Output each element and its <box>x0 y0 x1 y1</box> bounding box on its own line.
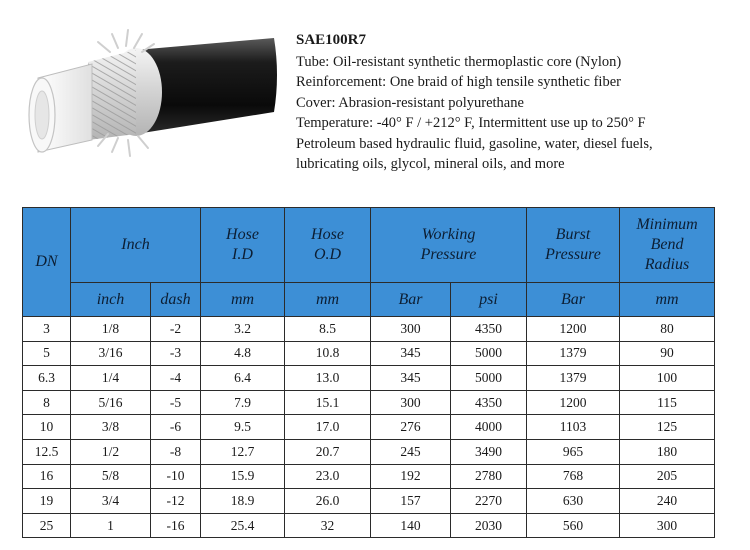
cell-inch: 1/2 <box>71 439 151 464</box>
cell-mbr: 90 <box>620 341 715 366</box>
cell-hose-id: 25.4 <box>201 513 285 538</box>
header-line: Minimum <box>636 216 698 233</box>
cell-bp-bar: 768 <box>527 464 620 489</box>
cell-hose-id: 3.2 <box>201 317 285 342</box>
header-line: Working <box>421 226 476 243</box>
table-row <box>23 390 715 415</box>
spec-text: lubricating oils, glycol, mineral oils, and more <box>296 156 565 172</box>
table-row <box>23 513 715 538</box>
cell-wp-psi: 2030 <box>451 513 527 538</box>
cell-mbr: 300 <box>620 513 715 538</box>
hose-cutaway-image <box>18 20 280 180</box>
cell-bp-bar: 1200 <box>527 317 620 342</box>
cell-dn: 3 <box>23 317 71 342</box>
spec-line-tube <box>296 52 736 73</box>
cell-hose-od: 17.0 <box>285 415 371 440</box>
cell-dash: -16 <box>151 513 201 538</box>
cell-inch: 3/4 <box>71 489 151 514</box>
cell-hose-od: 32 <box>285 513 371 538</box>
cell-bp-bar: 1379 <box>527 366 620 391</box>
cell-inch: 1 <box>71 513 151 538</box>
cell-bp-bar: 1200 <box>527 390 620 415</box>
header-line: Bend <box>650 236 684 253</box>
header-hose-id <box>201 208 285 283</box>
cell-dn: 6.3 <box>23 366 71 391</box>
cell-wp-bar: 300 <box>371 317 451 342</box>
spec-table <box>22 207 715 538</box>
cell-dn: 25 <box>23 513 71 538</box>
cell-dash: -12 <box>151 489 201 514</box>
spec-text: : Abrasion-resistant polyurethane <box>331 94 524 111</box>
subheader-id-unit: mm <box>201 283 285 317</box>
header-dn: DN <box>23 208 71 317</box>
table-row <box>23 439 715 464</box>
cell-bp-bar: 965 <box>527 439 620 464</box>
header-working-pressure <box>371 208 527 283</box>
cell-mbr: 180 <box>620 439 715 464</box>
spec-line-temperature <box>296 113 736 134</box>
cell-bp-bar: 630 <box>527 489 620 514</box>
subheader-dash: dash <box>151 283 201 317</box>
subheader-wp-bar: Bar <box>371 283 451 317</box>
header-line: I.D <box>232 246 253 263</box>
cell-dash: -6 <box>151 415 201 440</box>
cell-hose-id: 7.9 <box>201 390 285 415</box>
cell-wp-psi: 5000 <box>451 341 527 366</box>
header-inch: Inch <box>71 208 201 283</box>
cell-hose-id: 6.4 <box>201 366 285 391</box>
cell-inch: 1/4 <box>71 366 151 391</box>
table-row <box>23 415 715 440</box>
cell-wp-psi: 5000 <box>451 366 527 391</box>
cell-inch: 5/8 <box>71 464 151 489</box>
cell-inch: 1/8 <box>71 317 151 342</box>
table-row <box>23 366 715 391</box>
cell-mbr: 205 <box>620 464 715 489</box>
cell-hose-od: 23.0 <box>285 464 371 489</box>
spec-text: : One braid of high tensile synthetic fiber <box>382 74 621 90</box>
spec-text: : Oil-resistant synthetic thermoplastic core (Nylon) <box>325 53 622 70</box>
subheader-wp-psi: psi <box>451 283 527 317</box>
product-title: SAE100R7 <box>296 32 367 48</box>
header-line: O.D <box>313 246 342 263</box>
cell-mbr: 100 <box>620 366 715 391</box>
spec-line-cover <box>296 93 736 114</box>
cell-wp-psi: 2780 <box>451 464 527 489</box>
cell-wp-bar: 300 <box>371 390 451 415</box>
cell-mbr: 125 <box>620 415 715 440</box>
header-burst-pressure <box>527 208 620 283</box>
cell-dash: -8 <box>151 439 201 464</box>
cell-wp-bar: 245 <box>371 439 451 464</box>
header-min-bend-radius <box>620 208 715 283</box>
cell-wp-psi: 4350 <box>451 317 527 342</box>
cell-wp-psi: 4000 <box>451 415 527 440</box>
cell-dash: -2 <box>151 317 201 342</box>
cell-dash: -3 <box>151 341 201 366</box>
cell-wp-bar: 276 <box>371 415 451 440</box>
header-line: Hose <box>311 226 344 243</box>
subheader-mbr-unit: mm <box>620 283 715 317</box>
cell-dash: -4 <box>151 366 201 391</box>
cell-wp-psi: 2270 <box>451 489 527 514</box>
cell-bp-bar: 560 <box>527 513 620 538</box>
cell-dn: 19 <box>23 489 71 514</box>
product-description <box>296 30 736 175</box>
subheader-bp-bar: Bar <box>527 283 620 317</box>
spec-label: Cover <box>296 94 332 111</box>
table-row <box>23 341 715 366</box>
cell-bp-bar: 1103 <box>527 415 620 440</box>
header-line: Pressure <box>545 246 601 263</box>
cell-hose-od: 20.7 <box>285 439 371 464</box>
cell-hose-od: 8.5 <box>285 317 371 342</box>
cell-dn: 12.5 <box>23 439 71 464</box>
cell-inch: 3/8 <box>71 415 151 440</box>
cell-wp-bar: 192 <box>371 464 451 489</box>
cell-hose-id: 12.7 <box>201 439 285 464</box>
cell-wp-psi: 3490 <box>451 439 527 464</box>
spec-label: Temperature <box>296 115 370 131</box>
cell-inch: 3/16 <box>71 341 151 366</box>
header-hose-od <box>285 208 371 283</box>
cell-inch: 5/16 <box>71 390 151 415</box>
cell-hose-od: 13.0 <box>285 366 371 391</box>
cell-dn: 5 <box>23 341 71 366</box>
header-line: Pressure <box>420 246 477 263</box>
cell-wp-bar: 345 <box>371 366 451 391</box>
cell-mbr: 240 <box>620 489 715 514</box>
cell-hose-od: 10.8 <box>285 341 371 366</box>
table-row <box>23 489 715 514</box>
cell-wp-bar: 345 <box>371 341 451 366</box>
cell-dn: 8 <box>23 390 71 415</box>
subheader-od-unit: mm <box>285 283 371 317</box>
cell-wp-psi: 4350 <box>451 390 527 415</box>
spec-line-fluids <box>296 134 736 155</box>
spec-label: Tube <box>296 53 326 70</box>
cell-wp-bar: 157 <box>371 489 451 514</box>
cell-hose-id: 4.8 <box>201 341 285 366</box>
cell-hose-od: 15.1 <box>285 390 371 415</box>
cell-hose-od: 26.0 <box>285 489 371 514</box>
header-line: Radius <box>644 256 690 273</box>
cell-dash: -10 <box>151 464 201 489</box>
spec-table-body <box>23 317 715 538</box>
cell-hose-id: 18.9 <box>201 489 285 514</box>
spec-line-fluids-cont <box>296 154 736 175</box>
header-line: Hose <box>226 226 259 243</box>
cell-dn: 10 <box>23 415 71 440</box>
cell-bp-bar: 1379 <box>527 341 620 366</box>
cell-mbr: 115 <box>620 390 715 415</box>
cell-mbr: 80 <box>620 317 715 342</box>
header-line: Burst <box>555 226 591 243</box>
cell-hose-id: 15.9 <box>201 464 285 489</box>
subheader-inch: inch <box>71 283 151 317</box>
spec-text: Petroleum based hydraulic fluid, gasoline, water, diesel fuels, <box>296 135 653 152</box>
cell-dn: 16 <box>23 464 71 489</box>
spec-text: : -40° F / +212° F, Intermittent use up to 250° F <box>369 115 646 131</box>
table-row <box>23 317 715 342</box>
table-row <box>23 464 715 489</box>
cell-wp-bar: 140 <box>371 513 451 538</box>
cell-dash: -5 <box>151 390 201 415</box>
cell-hose-id: 9.5 <box>201 415 285 440</box>
spec-line-reinforcement <box>296 72 736 93</box>
spec-label: Reinforcement <box>296 74 383 90</box>
